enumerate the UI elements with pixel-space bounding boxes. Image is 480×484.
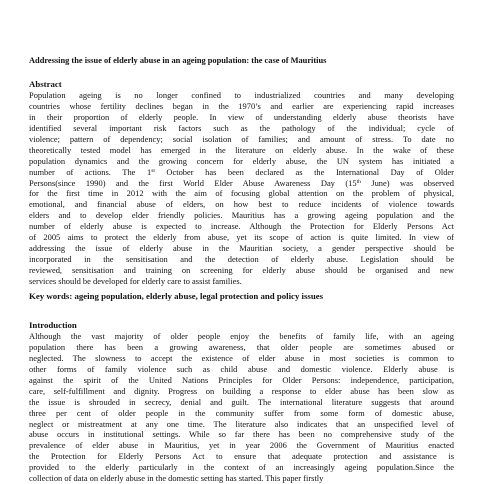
text-line: for the first time in 2012 with the aim of focusing global attention on the problem of physical,	[29, 188, 454, 199]
text-line: the issue is shrouded in secrecy, denial and guilt. The international literature suggests that around	[29, 396, 454, 407]
text-line: provided to the elderly particularly in the context of an increasingly ageing population.Since the	[29, 462, 454, 473]
text-line: elders and to develop elder friendly policies. Mauritius has a growing ageing population and the	[29, 210, 454, 221]
text-line: the Protection for Elderly Persons Act to ensure that adequate protection and assistance is	[29, 451, 454, 462]
text-line: services should be developed for elderly care to assist families.	[29, 275, 242, 286]
keywords-line: Key words: ageing population, elderly abuse, legal protection and policy issues	[29, 291, 324, 301]
text-line: countries whose fertility declines began in the 1970’s and earlier are experiencing rapid increases	[29, 100, 454, 111]
introduction-paragraph	[29, 331, 454, 484]
superscript: th	[356, 178, 361, 185]
superscript: st	[151, 167, 155, 174]
text-line: of 2005 aims to protect the elderly from abuse, yet its scope of action is quite limited. In view of	[29, 232, 454, 243]
text-line: collection of data on elderly abuse in the domestic setting has started. This paper firstly	[29, 473, 324, 484]
text-line: violence; pattern of dependency; social isolation of families; and amount of stress. To date no	[29, 133, 454, 144]
text-line: against the spirit of the United Nations Principles for Older Persons: independence, participation,	[29, 374, 454, 385]
text-line: incorporated in the sensitisation and the detection of elderly abuse. Legislation should be	[29, 254, 454, 265]
text-line: population dynamics and the growing concern for elderly abuse, the UN system has initiated a	[29, 155, 454, 166]
text-segment: October has been declared as the International Day of Older	[154, 166, 454, 177]
text-line: neglect or mistreatment at any one time. The literature also indicates that an unspecified level of	[29, 418, 454, 429]
text-line	[29, 178, 454, 189]
text-line: neglected. The slowness to accept the existence of elder abuse in most societies is common to	[29, 352, 454, 363]
paper-title: Addressing the issue of elderly abuse in an ageing population: the case of Mauritius	[29, 56, 327, 65]
text-line: Although the vast majority of older people enjoy the benefits of family life, with an ageing	[29, 331, 454, 341]
text-line: abuse occurs in institutional settings. While so far there has been no comprehensive study of the	[29, 429, 454, 440]
introduction-heading: Introduction	[29, 320, 77, 330]
text-line	[29, 167, 454, 178]
text-line: care, self-fulfillment and dignity. Progress on building a response to elder abuse has been slow as	[29, 385, 454, 396]
text-line: in their proportion of elderly people. In view of understanding elderly abuse theorists have	[29, 111, 454, 122]
text-line: reviewed, sensitisation and training on screening for elderly abuse should be organised and new	[29, 265, 454, 275]
text-line: other forms of family violence such as child abuse and domestic violence. Elderly abuse is	[29, 363, 454, 374]
text-line: number of elderly abuse is expected to increase. Although the Protection for Elderly Persons Act	[29, 221, 454, 232]
abstract-heading: Abstract	[29, 79, 62, 89]
text-line: population there has been a growing awareness, that older people are sometimes abused or	[29, 341, 454, 352]
text-line: three per cent of older people in the community suffer from some form of domestic abuse,	[29, 407, 454, 418]
text-line: addressing the issue of elderly abuse in the Mauritian society, a gender perspective should be	[29, 243, 454, 254]
text-line: identified several important risk factors such as the pathology of the individual; cycle of	[29, 122, 454, 133]
text-line: emotional, and financial abuse of elders, on how best to reduce incidents of violence towards	[29, 199, 454, 210]
text-segment: June) was observed	[360, 177, 454, 188]
text-line: prevalence of elder abuse in Mauritius, yet in year 2006 the Government of Mauritius enacted	[29, 440, 454, 451]
text-line: Population ageing is no longer confined to industrialized countries and many developing	[29, 90, 454, 100]
abstract-paragraph	[29, 90, 454, 287]
text-segment: Persons(since 1990) and the first World Elder Abuse Awareness Day (15	[29, 177, 357, 188]
text-line: theoretically tested model has emerged in the literature on elderly abuse. In the wake of these	[29, 144, 454, 155]
text-segment: number of actions. The 1	[29, 166, 152, 177]
